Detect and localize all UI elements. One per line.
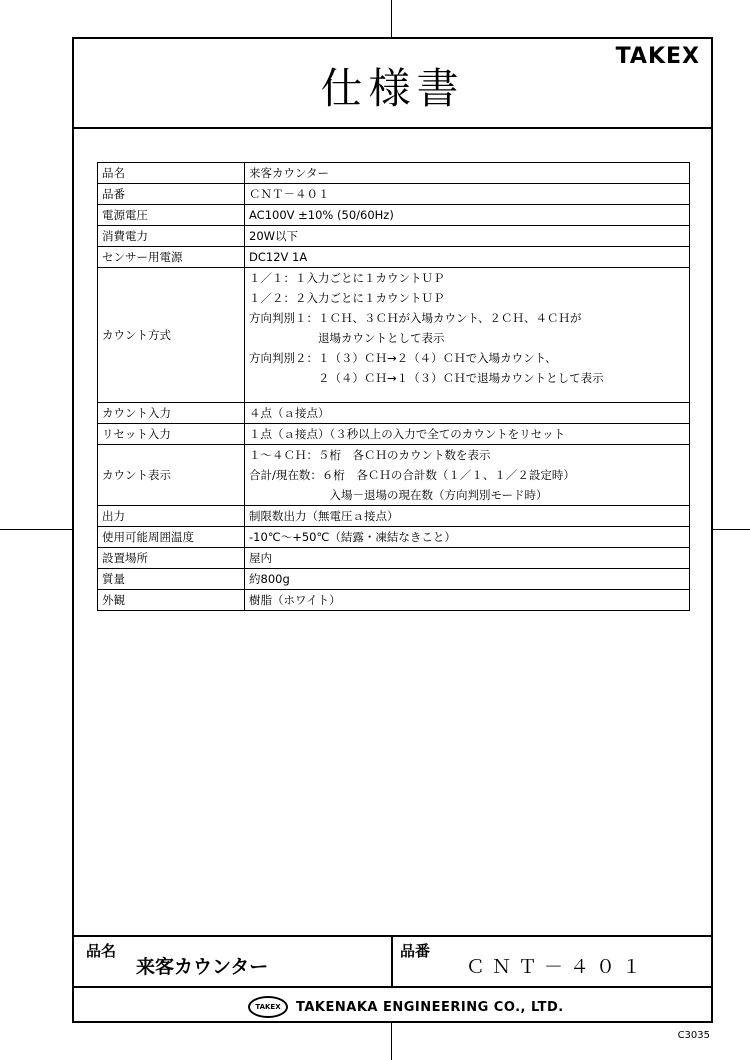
- document-code: C3035: [677, 1030, 710, 1041]
- spec-value-line: 約800g: [249, 572, 290, 586]
- crop-mark-left: [0, 529, 72, 530]
- spec-value-line: １点（ａ接点）（３秒以上の入力で全てのカウントをリセット: [249, 427, 566, 441]
- spec-row: [98, 205, 690, 226]
- spec-key: 設置場所: [98, 548, 245, 569]
- spec-value: [245, 226, 690, 247]
- spec-value-line: 来客カウンター: [249, 166, 330, 180]
- spec-value-line: 屋内: [249, 551, 272, 565]
- spec-value-line: AC100V ±10% (50/60Hz): [249, 208, 394, 222]
- spec-value: [245, 527, 690, 548]
- spec-value-line: 方向判別２：１（３）ＣＨ→２（４）ＣＨで入場カウント、: [249, 351, 557, 365]
- spec-key: 使用可能周囲温度: [98, 527, 245, 548]
- spec-key: 品名: [98, 163, 245, 184]
- spec-value: [245, 247, 690, 268]
- crop-mark-right: [713, 529, 750, 530]
- spec-value-line: ４点（ａ接点）: [249, 406, 330, 420]
- spec-value-line: 入場－退場の現在数（方向判別モード時）: [249, 488, 548, 502]
- spec-key: センサー用電源: [98, 247, 245, 268]
- spec-key: カウント入力: [98, 403, 245, 424]
- title-divider: [72, 127, 713, 129]
- spec-key: カウント方式: [98, 268, 245, 403]
- spec-value: [245, 590, 690, 611]
- spec-key: 出力: [98, 506, 245, 527]
- spec-value: [245, 569, 690, 590]
- spec-value: [245, 205, 690, 226]
- spec-row: [98, 548, 690, 569]
- spec-value-line: 合計/現在数：６桁 各ＣＨの合計数（１／１、１／２設定時）: [249, 468, 575, 482]
- spec-table: [97, 162, 690, 611]
- company-name: TAKENAKA ENGINEERING CO., LTD.: [296, 999, 564, 1015]
- spec-key: 品番: [98, 184, 245, 205]
- spec-value: [245, 403, 690, 424]
- page-title: 仕様書: [320, 64, 465, 113]
- spec-value-line: １／１：１入力ごとに１カウントＵＰ: [249, 271, 445, 285]
- spec-row: [98, 527, 690, 548]
- company-block: [248, 996, 564, 1018]
- spec-value-line: 20W以下: [249, 229, 299, 243]
- spec-value: [245, 506, 690, 527]
- spec-key: 外観: [98, 590, 245, 611]
- spec-value-line: 退場カウントとして表示: [249, 331, 445, 345]
- spec-value: [245, 184, 690, 205]
- brand-logo: TAKEX: [615, 44, 700, 69]
- spec-row: [98, 184, 690, 205]
- footer-model-value: ＣＮＴ－４０１: [466, 956, 649, 978]
- footer-column-divider: [391, 935, 393, 987]
- footer-company-divider: [72, 986, 713, 988]
- spec-key: 電源電圧: [98, 205, 245, 226]
- spec-row: [98, 569, 690, 590]
- footer-name-value: 来客カウンター: [136, 956, 269, 978]
- spec-key: 消費電力: [98, 226, 245, 247]
- spec-row: [98, 268, 690, 403]
- spec-value: [245, 445, 690, 506]
- crop-mark-top: [391, 0, 392, 37]
- spec-row: [98, 506, 690, 527]
- spec-row: [98, 445, 690, 506]
- spec-key: リセット入力: [98, 424, 245, 445]
- spec-value: [245, 548, 690, 569]
- spec-value-line: DC12V 1A: [249, 250, 308, 264]
- spec-value: [245, 268, 690, 403]
- spec-value-line: -10℃～+50℃（結露・凍結なきこと）: [249, 530, 456, 544]
- spec-value-line: １／２：２入力ごとに１カウントＵＰ: [249, 291, 445, 305]
- spec-value-line: 制限数出力（無電圧ａ接点）: [249, 509, 399, 523]
- spec-value-line: ＣＮＴ－４０１: [249, 187, 330, 201]
- spec-value-line: １～４ＣＨ：５桁 各ＣＨのカウント数を表示: [249, 448, 491, 462]
- spec-value: [245, 163, 690, 184]
- spec-row: [98, 163, 690, 184]
- spec-value-line: 樹脂（ホワイト）: [249, 593, 341, 607]
- spec-key: カウント表示: [98, 445, 245, 506]
- footer-model-label: 品番: [400, 942, 431, 960]
- spec-row: [98, 424, 690, 445]
- spec-row: [98, 247, 690, 268]
- company-logo: TAKEX: [248, 996, 288, 1018]
- spec-key: 質量: [98, 569, 245, 590]
- spec-row: [98, 590, 690, 611]
- spec-row: [98, 226, 690, 247]
- spec-value-line: ２（４）ＣＨ→１（３）ＣＨで退場カウントとして表示: [249, 371, 604, 385]
- spec-value: [245, 424, 690, 445]
- footer-name-label: 品名: [86, 942, 117, 960]
- spec-row: [98, 403, 690, 424]
- crop-mark-bottom: [391, 1023, 392, 1060]
- spec-value-line: 方向判別１：１ＣＨ、３ＣＨが入場カウント、２ＣＨ、４ＣＨが: [249, 311, 582, 325]
